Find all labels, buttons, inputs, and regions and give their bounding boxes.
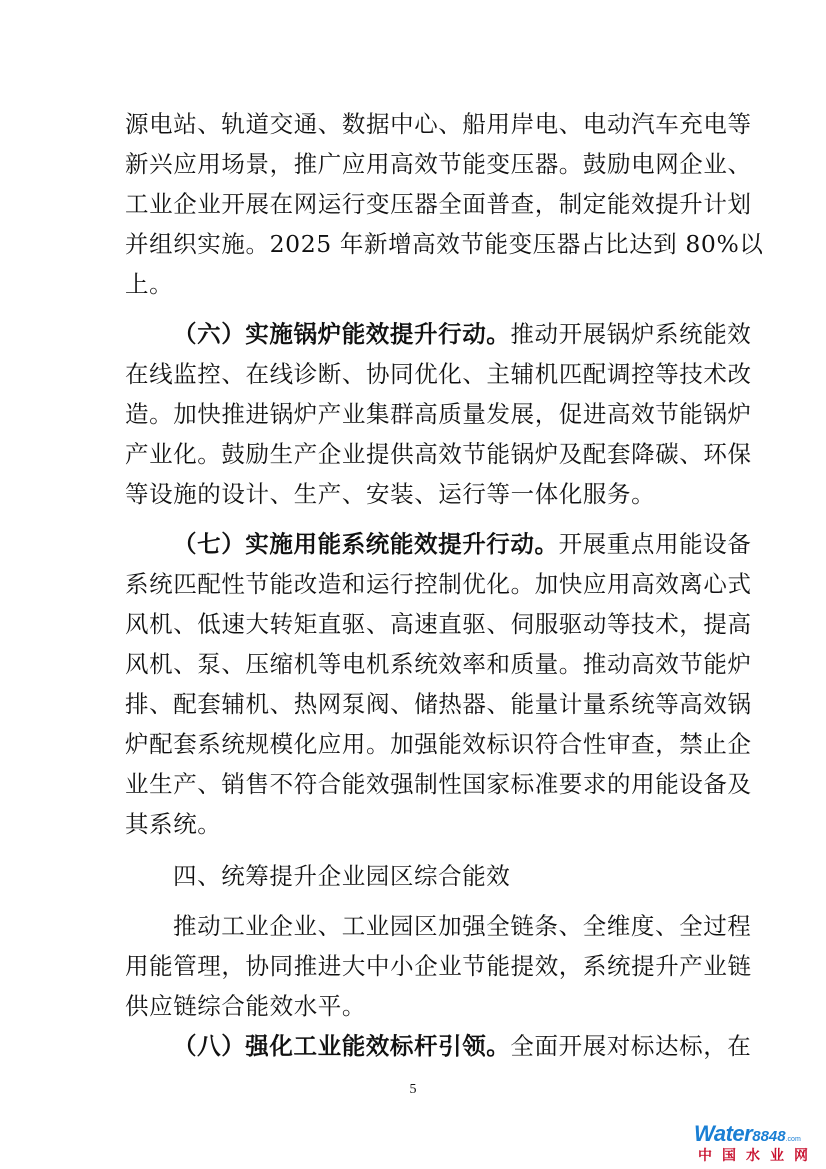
watermark-brand-suffix: .com	[785, 1136, 801, 1143]
paragraph-7-title: （七）实施用能系统能效提升行动。	[173, 530, 559, 558]
body-line: 用能管理，协同推进大中小企业节能提效，系统提升产业链	[125, 952, 752, 980]
page-number: 5	[409, 1082, 417, 1097]
paragraph-7-text: 开展重点用能设备	[558, 530, 752, 558]
body-line: 在线监控、在线诊断、协同优化、主辅机匹配调控等技术改	[125, 360, 752, 388]
section-heading: 四、统筹提升企业园区综合能效	[173, 862, 511, 890]
body-line: 业生产、销售不符合能效强制性国家标准要求的用能设备及	[125, 770, 752, 798]
body-line: 新兴应用场景，推广应用高效节能变压器。鼓励电网企业、	[125, 150, 752, 178]
body-line: 并组织实施。2025 年新增高效节能变压器占比达到 80%以	[125, 230, 764, 258]
watermark-brand-number: 8848	[752, 1128, 786, 1145]
body-line: 风机、低速大转矩直驱、高速直驱、伺服驱动等技术，提高	[125, 610, 752, 638]
body-line: 其系统。	[125, 810, 222, 838]
paragraph-8-first-line	[173, 1026, 752, 1066]
body-line: 工业企业开展在网运行变压器全面普查，制定能效提升计划	[125, 190, 752, 218]
body-line: 源电站、轨道交通、数据中心、船用岸电、电动汽车充电等	[125, 110, 752, 138]
body-line: 上。	[125, 270, 174, 298]
paragraph-7-first-line	[173, 524, 752, 564]
watermark-chinese: 中国水业网	[698, 1148, 818, 1164]
body-line: 排、配套辅机、热网泵阀、储热器、能量计量系统等高效锅	[125, 690, 752, 718]
paragraph-6-title: （六）实施锅炉能效提升行动。	[173, 320, 511, 348]
paragraph-6-text: 推动开展锅炉系统能效	[510, 320, 752, 348]
watermark-logo	[694, 1121, 820, 1165]
watermark-brand-word: Water	[694, 1121, 753, 1146]
body-line: 产业化。鼓励生产企业提供高效节能锅炉及配套降碳、环保	[125, 440, 752, 468]
body-line: 风机、泵、压缩机等电机系统效率和质量。推动高效节能炉	[125, 650, 752, 678]
body-line: 等设施的设计、生产、安装、运行等一体化服务。	[125, 480, 656, 508]
body-line: 造。加快推进锅炉产业集群高质量发展，促进高效节能锅炉	[125, 400, 752, 428]
body-line: 推动工业企业、工业园区加强全链条、全维度、全过程	[173, 912, 752, 940]
paragraph-8-text: 全面开展对标达标，在	[510, 1032, 752, 1060]
body-line: 供应链综合能效水平。	[125, 992, 366, 1020]
paragraph-6-first-line	[173, 314, 752, 354]
body-line: 系统匹配性节能改造和运行控制优化。加快应用高效离心式	[125, 570, 752, 598]
watermark-brand	[694, 1121, 801, 1147]
body-line: 炉配套系统规模化应用。加强能效标识符合性审查，禁止企	[125, 730, 752, 758]
paragraph-8-title: （八）强化工业能效标杆引领。	[173, 1032, 511, 1060]
